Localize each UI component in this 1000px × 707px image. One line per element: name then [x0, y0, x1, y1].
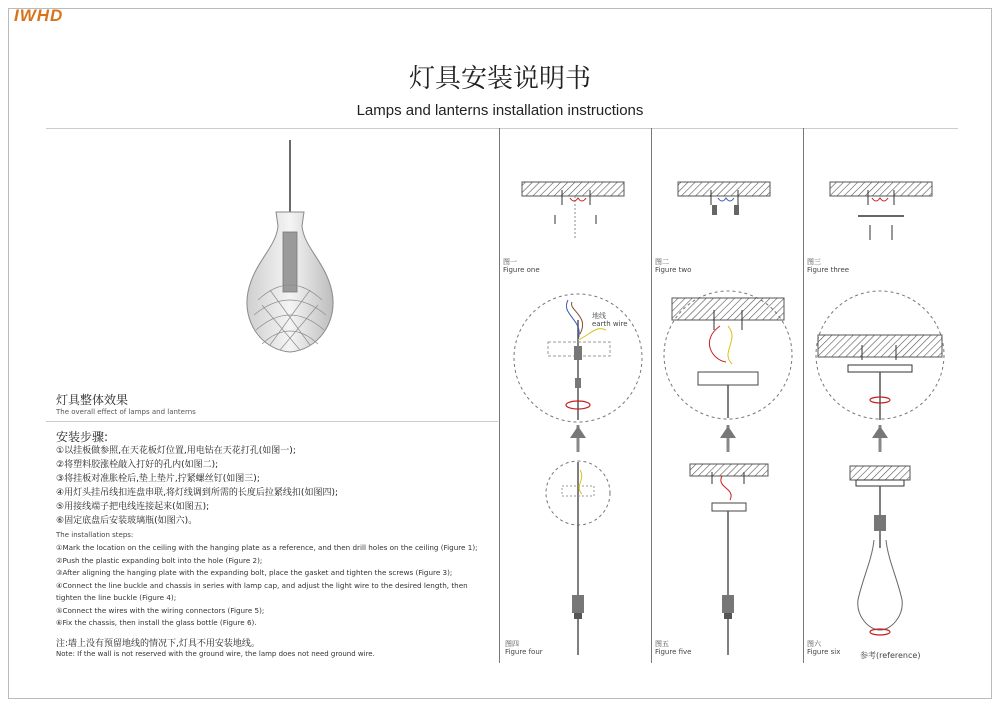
step-en-3: ③After aligning the hanging plate with the expanding bolt, place the gasket and tighten the screws (Figure 3);	[56, 568, 453, 577]
step-zh-5: ⑤用接线端子把电线连接起来(如图五);	[56, 502, 210, 512]
figure-one-label: 图一 Figure one	[503, 258, 540, 274]
step-zh-1: ①以挂板做参照,在天花板灯位置,用电钻在天花打孔(如图一);	[56, 446, 296, 456]
note-english: Note: If the wall is not reserved with the ground wire, the lamp does not need ground wire.	[56, 650, 375, 658]
step-en-6: ⑥Fix the chassis, then install the glass bottle (Figure 6).	[56, 618, 257, 627]
overall-effect-title: 灯具整体效果	[56, 393, 129, 407]
ground-wire-label: 地线 earth wire	[592, 312, 628, 328]
note-chinese: 注:墙上没有预留地线的情况下,灯具不用安装地线。	[56, 639, 260, 649]
lamp-product-image	[247, 140, 333, 352]
figure-three-label: 图三 Figure three	[807, 258, 850, 274]
step-en-2: ②Push the plastic expanding bolt into the hole (Figure 2);	[56, 555, 263, 565]
figure-two-drawing	[678, 182, 770, 215]
figure-six-drawing	[816, 291, 944, 635]
step-zh-3: ③将挂板对准胀栓后,垫上垫片,拧紧螺丝钉(如图三);	[56, 474, 260, 484]
page-title-chinese: 灯具安装说明书	[408, 64, 591, 94]
step-en-1: ①Mark the location on the ceiling with the hanging plate as a reference, and then drill holes on the ceiling (Figure 1);	[56, 543, 478, 552]
step-en-4-cont: tighten the line buckle (Figure 4);	[56, 593, 177, 602]
step-zh-6: ⑥固定底盘后安装玻璃瓶(如图六)。	[56, 516, 198, 526]
figure-two-label: 图二 Figure two	[655, 258, 692, 274]
figure-four-label: 图四 Figure four	[505, 640, 543, 656]
steps-list-chinese	[56, 444, 338, 528]
figure-five-label: 图五 Figure five	[655, 640, 692, 656]
reference-label: 参考(reference)	[860, 651, 921, 660]
figure-three-drawing	[830, 182, 932, 240]
brand-logo: IWHD	[14, 6, 64, 25]
figure-five-drawing	[664, 291, 792, 655]
steps-list-english	[56, 542, 478, 630]
step-en-5: ⑤Connect the wires with the wiring connectors (Figure 5);	[56, 605, 265, 615]
figure-six-label: 图六 Figure six	[807, 640, 841, 656]
step-en-4: ④Connect the line buckle and chassis in series with lamp cap, and adjust the light wire to the desired length, then	[56, 580, 468, 590]
step-zh-2: ②将塑料胶涨栓敲入打好的孔内(如图二);	[56, 460, 219, 470]
steps-title-english: The installation steps:	[56, 531, 134, 539]
steps-title: 安装步骤:	[56, 430, 109, 444]
figure-four-drawing	[514, 294, 642, 655]
page-title-english: Lamps and lanterns installation instructions	[356, 102, 644, 119]
step-zh-4: ④用灯头挂吊线扣连盘串联,将灯线调到所需的长度后拉紧线扣(如图四);	[56, 488, 338, 498]
figure-one-drawing	[522, 182, 624, 240]
overall-effect-subtitle: The overall effect of lamps and lanterns	[56, 408, 196, 416]
